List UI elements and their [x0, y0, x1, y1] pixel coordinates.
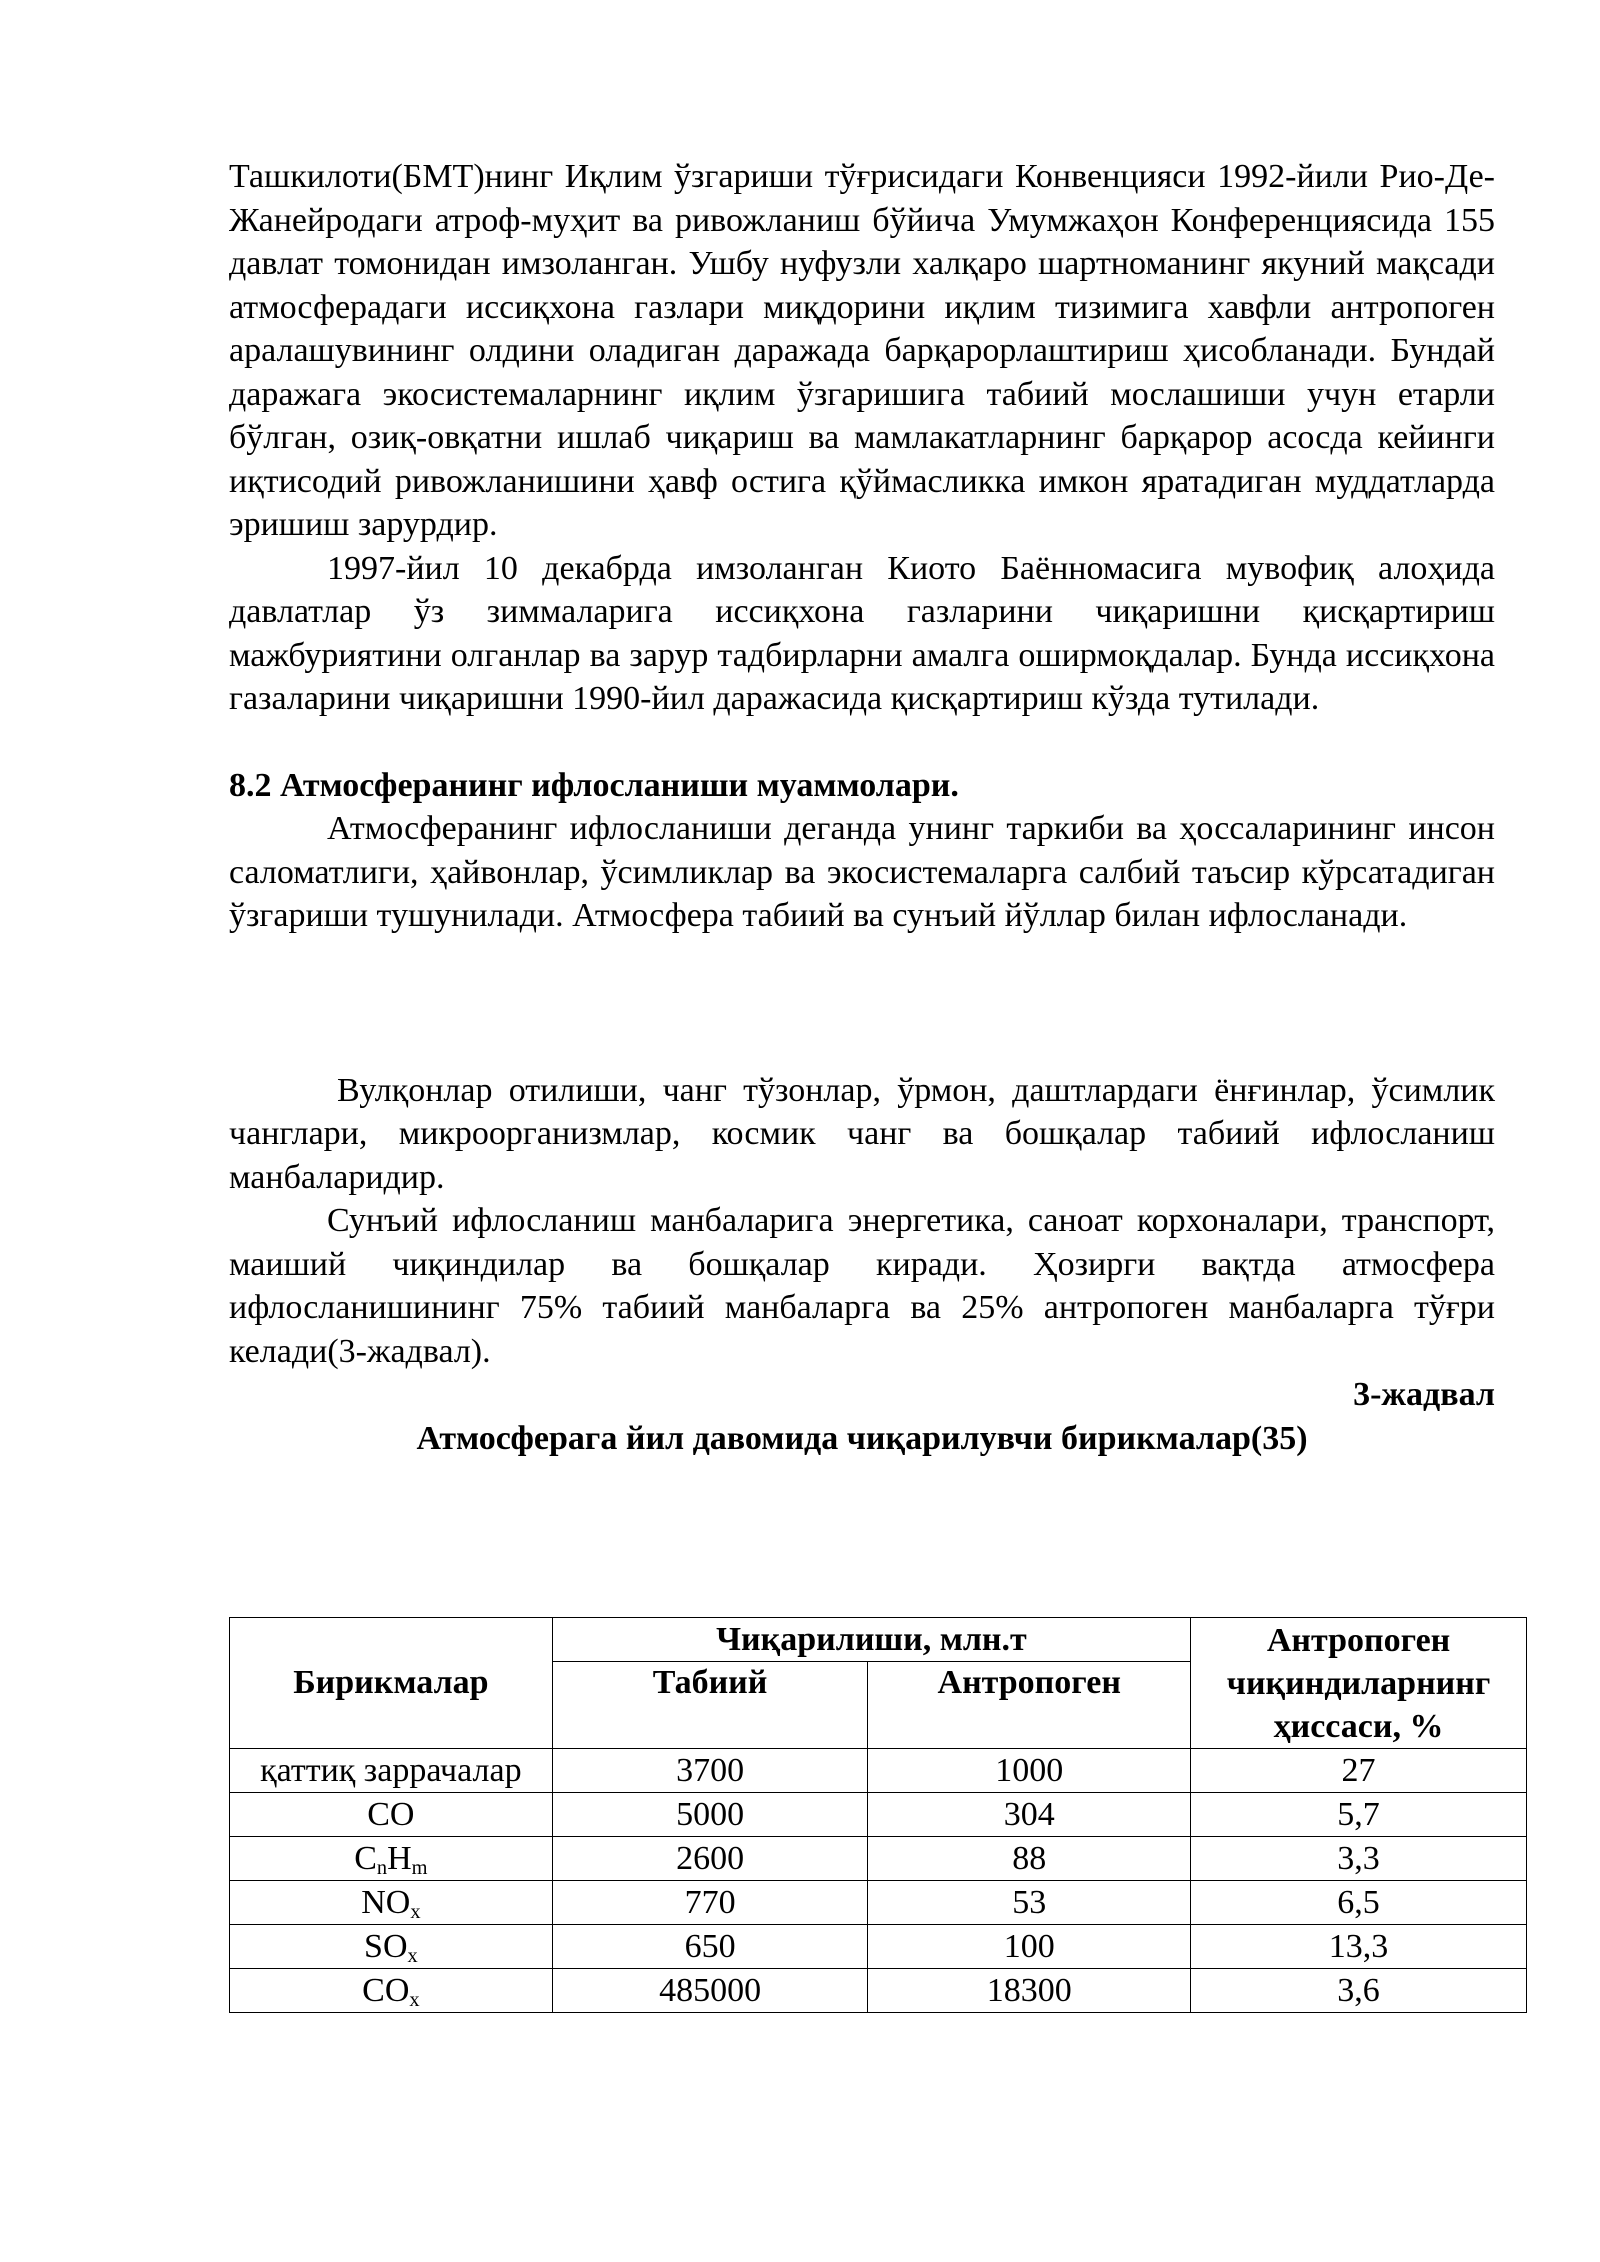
formula-subscript: x	[409, 1988, 420, 2011]
table-row	[230, 1793, 1527, 1837]
cell-compound	[230, 1881, 553, 1925]
formula-element: CO	[362, 1971, 410, 2009]
paragraph-artificial-sources: Сунъий ифлосланиш манбаларига энергетика, саноат корхоналари, транспорт, маиший чиқиндилар ва бошқалар киради. Ҳозирги вақтда атмосфера ифлосланишининг 75% табиий манбаларга ва 25% антропоген манбаларга тўғри келади(3-жадвал).	[229, 1202, 1495, 1370]
formula-element: NO	[361, 1883, 411, 1921]
cell-share: 3,6	[1191, 1969, 1527, 2013]
table-row	[230, 1925, 1527, 1969]
table-row	[230, 1837, 1527, 1881]
formula-subscript: x	[407, 1944, 418, 1967]
header-share-line: чиқиндиларнинг	[1226, 1664, 1491, 1702]
header-share-line: Антропоген	[1266, 1621, 1451, 1659]
cell-share: 5,7	[1191, 1793, 1527, 1837]
table-row	[230, 1881, 1527, 1925]
table-title: Атмосферага йил давомида чиқарилувчи бирикмалар(35)	[416, 1419, 1308, 1457]
header-share-line: ҳиссаси, %	[1273, 1707, 1444, 1745]
cell-anthropogenic: 304	[868, 1793, 1191, 1837]
cell-compound	[230, 1969, 553, 2013]
cell-compound	[230, 1749, 553, 1793]
table-row	[230, 1749, 1527, 1793]
cell-natural: 5000	[552, 1793, 868, 1837]
compound-name: қаттиқ заррачалар	[260, 1751, 522, 1789]
cell-natural: 2600	[552, 1837, 868, 1881]
cell-compound	[230, 1793, 553, 1837]
cell-share: 13,3	[1191, 1925, 1527, 1969]
emissions-table-wrap	[229, 1617, 1527, 2013]
spacer	[229, 938, 1495, 1069]
spacer	[229, 721, 1495, 764]
cell-anthropogenic: 53	[868, 1881, 1191, 1925]
paragraph-unfccc: Ташкилоти(БМТ)нинг Иқлим ўзгариши тўғрисидаги Конвенцияси 1992-йили Рио-Де-Жанейродаги атроф-муҳит ва ривожланиш бўйича Умумжаҳон Конференциясида 155 давлат томонидан имзоланган. Ушбу нуфузли халқаро шартноманинг якуний мақсади атмосферадаги иссиқхона газлари миқдорини иқлим тизимига хавфли антропоген аралашувининг олдини оладиган даражада барқарорлаштириш ҳисобланади. Бундай даражага экосистемаларнинг иқлим ўзгаришига табиий мослашиши учун етарли бўлган, озиқ-овқатни ишлаб чиқариш ва мамлакатларнинг барқарор асосда кейинги иқтисодий ривожланишини ҳавф остига қўймасликка имкон яратадиган муддатларда эришиш зарурдир.	[229, 158, 1495, 543]
cell-compound	[230, 1837, 553, 1881]
table-row	[230, 1969, 1527, 2013]
cell-share: 27	[1191, 1749, 1527, 1793]
header-emission-group: Чиқарилиши, млн.т	[552, 1618, 1190, 1662]
cell-share: 3,3	[1191, 1837, 1527, 1881]
header-anthropogenic-share	[1191, 1618, 1527, 1749]
section-heading: 8.2 Атмосферанинг ифлосланиши муаммолари.	[229, 766, 959, 804]
cell-compound	[230, 1925, 553, 1969]
cell-anthropogenic: 1000	[868, 1749, 1191, 1793]
formula-subscript: m	[411, 1856, 428, 1879]
formula-subscript: x	[410, 1900, 421, 1923]
compound-name: CO	[367, 1795, 415, 1833]
table-label: 3-жадвал	[1353, 1376, 1495, 1413]
header-natural: Табиий	[552, 1662, 868, 1749]
emissions-table	[229, 1617, 1527, 2013]
paragraph-kyoto: 1997-йил 10 декабрда имзоланган Киото Баённомасига мувофиқ алоҳида давлатлар ўз зиммаларига иссиқхона газларини чиқаришни қисқартириш мажбуриятини олганлар ва зарур тадбирларни амалга оширмоқдалар. Бунда иссиқхона газаларини чиқаришни 1990-йил даражасида қисқартириш кўзда тутилади.	[229, 549, 1495, 717]
cell-natural: 485000	[552, 1969, 868, 2013]
formula-subscript: n	[376, 1856, 388, 1879]
cell-natural: 650	[552, 1925, 868, 1969]
paragraph-natural-sources: Вулқонлар отилиши, чанг тўзонлар, ўрмон, даштлардаги ёнғинлар, ўсимлик чанглари, микроорганизмлар, космик чанг ва бошқалар табиий ифлосланиш манбаларидир.	[229, 1071, 1495, 1196]
cell-share: 6,5	[1191, 1881, 1527, 1925]
table-body	[230, 1749, 1527, 2013]
cell-anthropogenic: 18300	[868, 1969, 1191, 2013]
formula-element: SO	[364, 1927, 408, 1965]
formula-element: C	[354, 1839, 377, 1877]
header-compounds: Бирикмалар	[230, 1618, 553, 1749]
paragraph-pollution-definition: Атмосферанинг ифлосланиши деганда унинг таркиби ва ҳоссаларининг инсон саломатлиги, ҳайвонлар, ўсимликлар ва экосистемаларга салбий таъсир кўрсатадиган ўзгариши тушунилади. Атмосфера табиий ва сунъий йўллар билан ифлосланади.	[229, 810, 1495, 934]
cell-natural: 770	[552, 1881, 868, 1925]
cell-natural: 3700	[552, 1749, 868, 1793]
document-page	[229, 155, 1495, 1460]
cell-anthropogenic: 88	[868, 1837, 1191, 1881]
cell-anthropogenic: 100	[868, 1925, 1191, 1969]
formula-element: H	[387, 1839, 412, 1877]
header-anthropogenic: Антропоген	[868, 1662, 1191, 1749]
